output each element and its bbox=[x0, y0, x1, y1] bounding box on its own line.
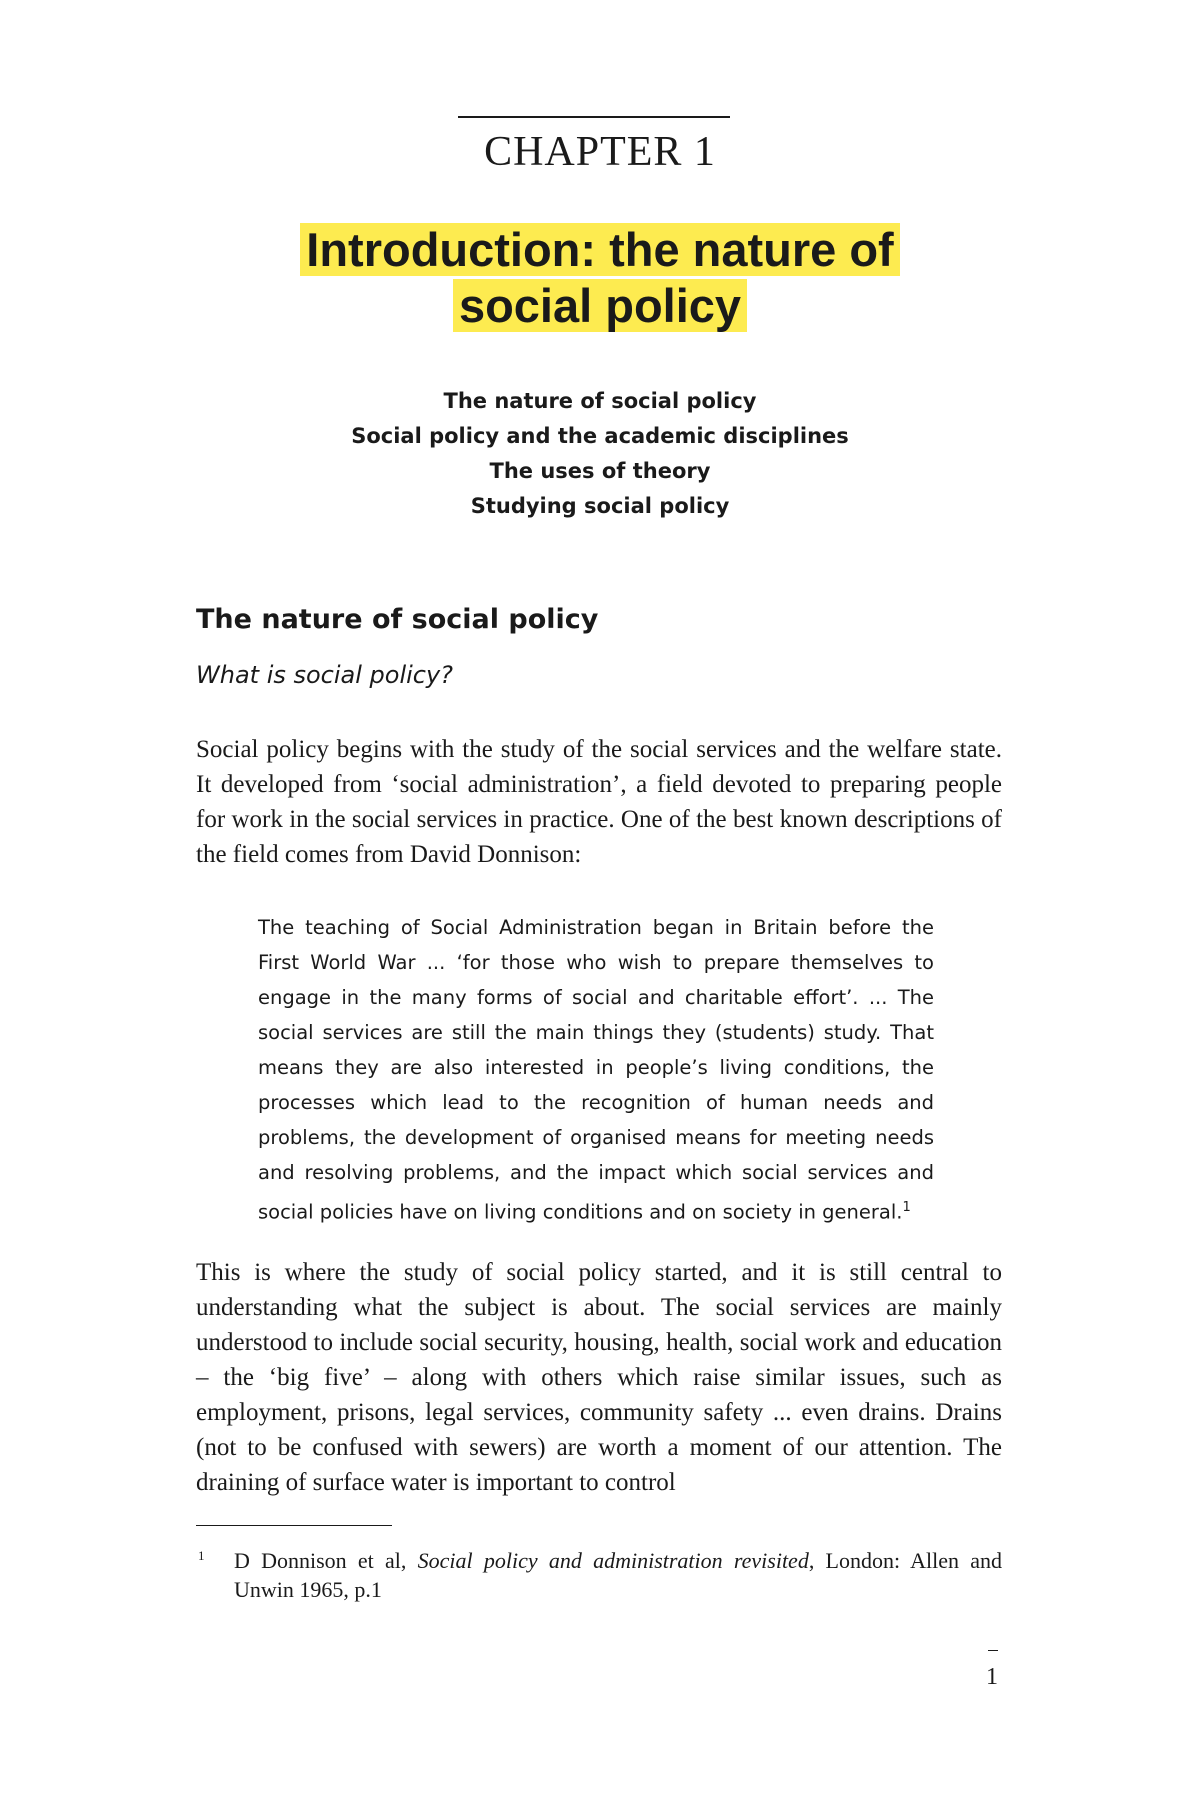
chapter-contents-list bbox=[0, 384, 1200, 524]
chapter-title bbox=[0, 222, 1200, 334]
contents-item: The uses of theory bbox=[489, 459, 711, 483]
contents-item: The nature of social policy bbox=[443, 389, 757, 413]
footnote-text bbox=[234, 1546, 1002, 1604]
footnote-author: D Donnison et al, bbox=[234, 1548, 407, 1573]
section-heading: The nature of social policy bbox=[196, 604, 599, 635]
contents-item: Social policy and the academic disciplines bbox=[351, 424, 849, 448]
footnote-rule bbox=[196, 1525, 392, 1526]
footnote-reference: 1 bbox=[902, 1200, 911, 1215]
chapter-label: CHAPTER 1 bbox=[484, 129, 716, 175]
folio-dash bbox=[988, 1650, 998, 1651]
body-paragraph: Social policy begins with the study of the social services and the welfare state. It developed from ‘social administration’, a field devoted to preparing people for work in the social services in practice. One of the best known descriptions of the field comes from David Donnison: bbox=[196, 736, 1002, 868]
footnote-publication: , London: Allen and Unwin 1965, p.1 bbox=[234, 1548, 1003, 1602]
chapter-title-line-2: social policy bbox=[453, 279, 747, 332]
page-number: 1 bbox=[986, 1664, 998, 1690]
chapter-title-line-1: Introduction: the nature of bbox=[300, 223, 899, 276]
block-quote bbox=[258, 910, 934, 1230]
body-paragraph: This is where the study of social policy started, and it is still central to understanding what the subject is about. The social services are mainly understood to include social security, housing, health, social work and education – the ‘big five’ – along with others which raise similar issues, such as employment, prisons, legal services, community safety ... even drains. Drains (not to be confused with sewers) are worth a moment of our attention. The draining of surface water is important to control bbox=[196, 1259, 1002, 1496]
footnote-book-title: Social policy and administration revisited bbox=[417, 1548, 809, 1573]
chapter-rule bbox=[458, 116, 730, 118]
contents-item: Studying social policy bbox=[470, 494, 730, 518]
footnote-number: 1 bbox=[198, 1548, 205, 1563]
block-quote-text: The teaching of Social Administration began in Britain before the First World War ... ‘for those who wish to prepare themselves to engage in the many forms of social and charitable effort’. ... The social services are still the main things they (students) study. That means they are also interested in people’s living conditions, the processes which lead to the recognition of human needs and problems, the development of organised means for meeting needs and resolving problems, and the impact which social services and social policies have on living conditions and on society in general. bbox=[258, 916, 934, 1224]
sub-heading: What is social policy? bbox=[196, 661, 453, 689]
